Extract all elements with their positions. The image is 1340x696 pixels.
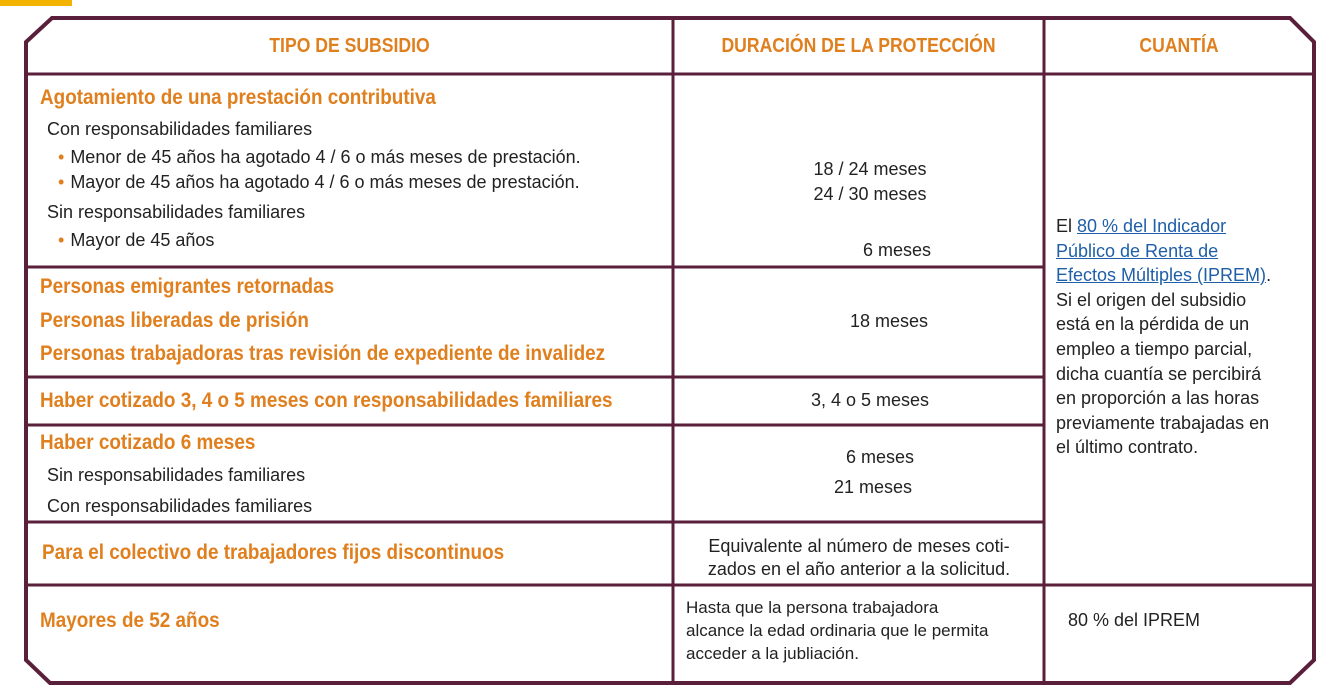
row6-dur-line-3: acceder a la jubliación. (686, 644, 859, 663)
row1-title: Agotamiento de una prestación contributiva (40, 86, 436, 109)
cuantia-line-3 (1056, 265, 1271, 286)
row1-sub-con: Con responsabilidades familiares (47, 119, 313, 139)
cuantia-period: . (1266, 265, 1272, 285)
row4-dur-2: 21 meses (833, 477, 913, 497)
row2-dur: 18 meses (850, 311, 929, 331)
row1-dur-1: 18 / 24 meses (813, 159, 927, 179)
row5-dur-line-2: zados en el año anterior a la solicitud. (707, 559, 1011, 579)
cuantia-text-4: dicha cuantía se percibirá (1056, 364, 1262, 384)
header-cuantia: CUANTÍA (1139, 35, 1219, 57)
header-duracion: DURACIÓN DE LA PROTECCIÓN (721, 35, 996, 57)
row6-dur-line-2: alcance la edad ordinaria que le permita (686, 621, 989, 640)
cuantia-line-1 (1056, 216, 1226, 237)
row2-title-invalidez: Personas trabajadoras tras revisión de expediente de invalidez (40, 342, 606, 365)
row1-bullet-menor45: • Menor de 45 años ha agotado 4 / 6 o más meses de prestación. (58, 147, 581, 168)
row2-title-liberadas: Personas liberadas de prisión (40, 309, 309, 332)
row4-dur-1: 6 meses (845, 447, 915, 467)
iprem-link-line-1[interactable]: 80 % del Indicador (1077, 216, 1227, 236)
cuantia-text-1: Si el origen del subsidio (1056, 290, 1247, 310)
row5-title: Para el colectivo de trabajadores fijos discontinuos (42, 541, 505, 564)
cuantia-line-2 (1056, 241, 1218, 262)
row3-title: Haber cotizado 3, 4 o 5 meses con responsabilidades familiares (40, 389, 613, 412)
row3-dur: 3, 4 o 5 meses (810, 390, 930, 410)
row1-bullet-mayor45-sin: • Mayor de 45 años (58, 230, 214, 251)
row1-bullet-mayor45: • Mayor de 45 años ha agotado 4 / 6 o más meses de prestación. (58, 172, 580, 193)
row5-dur-line-1: Equivalente al número de meses coti- (708, 536, 1010, 556)
row6-title: Mayores de 52 años (40, 609, 220, 632)
row1-dur-2: 24 / 30 meses (813, 184, 927, 204)
cuantia-prefix: El (1056, 216, 1073, 236)
row6-cuantia: 80 % del IPREM (1068, 610, 1201, 630)
row4-sub-sin: Sin responsabilidades familiares (47, 465, 306, 485)
row1-sub-sin: Sin responsabilidades familiares (47, 202, 306, 222)
cuantia-text-2: está en la pérdida de un (1056, 314, 1250, 334)
row1-dur-3: 6 meses (863, 240, 932, 260)
header-tipo: TIPO DE SUBSIDIO (269, 35, 430, 57)
cuantia-text-7: el último contrato. (1056, 437, 1199, 457)
cuantia-text-6: previamente trabajadas en (1056, 413, 1270, 433)
row2-title-emigrantes: Personas emigrantes retornadas (40, 275, 335, 298)
cuantia-text-5: en proporción a las horas (1056, 388, 1260, 408)
iprem-link-line-2[interactable]: Público de Renta de (1056, 241, 1219, 261)
row6-dur-line-1: Hasta que la persona trabajadora (686, 598, 939, 617)
iprem-link-line-3[interactable]: Efectos Múltiples (IPREM) (1056, 265, 1267, 285)
row4-sub-con: Con responsabilidades familiares (47, 496, 313, 516)
cuantia-text-3: empleo a tiempo parcial, (1056, 339, 1253, 359)
row4-title: Haber cotizado 6 meses (40, 431, 256, 454)
